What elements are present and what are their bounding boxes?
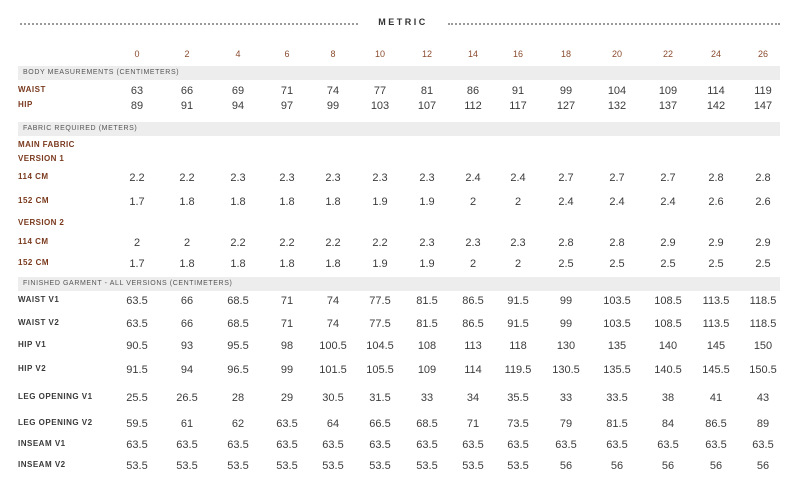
table-cell: 130 xyxy=(556,340,576,352)
table-cell: 63.5 xyxy=(462,439,484,451)
table-cell: 2.8 xyxy=(708,172,724,184)
table-cell: 2.5 xyxy=(660,258,676,270)
table-cell: 2.2 xyxy=(129,172,145,184)
table-cell: 91.5 xyxy=(507,318,529,330)
table-cell: 2.5 xyxy=(755,258,771,270)
table-cell: 105.5 xyxy=(366,364,394,376)
table-cell: 63.5 xyxy=(126,295,148,307)
table-cell: 64 xyxy=(326,418,340,430)
section-finished-garment xyxy=(18,277,780,291)
table-cell: 137 xyxy=(658,100,678,112)
table-cell: 29 xyxy=(280,392,294,404)
row-label: WAIST V1 xyxy=(18,295,60,304)
table-cell: 94 xyxy=(180,364,194,376)
table-cell: 53.5 xyxy=(416,460,438,472)
row-label: 152 CM xyxy=(18,258,50,267)
subheading-main-fabric: MAIN FABRIC xyxy=(18,140,75,149)
table-cell: 2.3 xyxy=(279,172,295,184)
table-cell: 38 xyxy=(661,392,675,404)
table-cell: 103.5 xyxy=(603,318,631,330)
table-cell: 86 xyxy=(466,85,480,97)
row-label: INSEAM V2 xyxy=(18,460,66,469)
table-cell: 56 xyxy=(756,460,770,472)
row-label: WAIST V2 xyxy=(18,318,60,327)
table-cell: 63.5 xyxy=(507,439,529,451)
table-cell: 66 xyxy=(180,85,194,97)
table-cell: 2.2 xyxy=(179,172,195,184)
table-cell: 2.3 xyxy=(510,237,526,249)
table-cell: 63.5 xyxy=(416,439,438,451)
table-cell: 66.5 xyxy=(369,418,391,430)
title-row xyxy=(0,14,800,34)
table-cell: 71 xyxy=(280,318,294,330)
table-cell: 117 xyxy=(509,100,527,112)
table-cell: 113.5 xyxy=(702,318,730,330)
table-cell: 145 xyxy=(706,340,726,352)
table-cell: 26.5 xyxy=(176,392,198,404)
table-cell: 63.5 xyxy=(276,439,298,451)
table-cell: 150 xyxy=(753,340,773,352)
table-cell: 150.5 xyxy=(749,364,777,376)
table-cell: 71 xyxy=(466,418,480,430)
size-header-cell: 4 xyxy=(235,49,241,59)
table-cell: 99 xyxy=(280,364,294,376)
table-cell: 1.8 xyxy=(279,258,295,270)
table-cell: 119 xyxy=(754,85,772,97)
table-cell: 2.8 xyxy=(609,237,625,249)
section-label: BODY MEASUREMENTS (CENTIMETERS) xyxy=(23,69,180,76)
table-cell: 2.3 xyxy=(465,237,481,249)
table-cell: 2.4 xyxy=(660,196,676,208)
table-cell: 63.5 xyxy=(657,439,679,451)
table-cell: 2 xyxy=(514,196,522,208)
table-cell: 114 xyxy=(464,364,482,376)
table-cell: 2.7 xyxy=(558,172,574,184)
row-label: 114 CM xyxy=(18,237,49,246)
table-cell: 77 xyxy=(373,85,387,97)
table-cell: 104 xyxy=(607,85,627,97)
size-header-cell: 10 xyxy=(374,49,385,59)
table-cell: 142 xyxy=(706,100,726,112)
table-cell: 77.5 xyxy=(369,318,391,330)
table-cell: 132 xyxy=(607,100,627,112)
table-cell: 56 xyxy=(610,460,624,472)
table-cell: 89 xyxy=(130,100,144,112)
table-cell: 56 xyxy=(709,460,723,472)
table-cell: 89 xyxy=(756,418,770,430)
table-cell: 79 xyxy=(559,418,573,430)
table-cell: 41 xyxy=(709,392,723,404)
table-cell: 2.3 xyxy=(372,172,388,184)
table-cell: 62 xyxy=(231,418,245,430)
table-cell: 63.5 xyxy=(369,439,391,451)
table-cell: 98 xyxy=(280,340,294,352)
table-cell: 31.5 xyxy=(369,392,391,404)
table-cell: 71 xyxy=(280,295,294,307)
table-cell: 34 xyxy=(466,392,480,404)
table-cell: 2.7 xyxy=(609,172,625,184)
table-cell: 2.4 xyxy=(609,196,625,208)
table-cell: 108.5 xyxy=(654,318,682,330)
table-cell: 2 xyxy=(469,196,477,208)
table-cell: 2.3 xyxy=(325,172,341,184)
table-cell: 1.8 xyxy=(230,258,246,270)
row-label: HIP V2 xyxy=(18,364,47,373)
table-cell: 2.5 xyxy=(558,258,574,270)
table-cell: 140.5 xyxy=(654,364,682,376)
size-header-cell: 8 xyxy=(330,49,336,59)
size-header-cell: 26 xyxy=(757,49,768,59)
table-cell: 91.5 xyxy=(126,364,148,376)
table-cell: 63.5 xyxy=(606,439,628,451)
row-label: HIP V1 xyxy=(18,340,47,349)
table-cell: 63.5 xyxy=(322,439,344,451)
table-cell: 30.5 xyxy=(322,392,344,404)
table-cell: 63.5 xyxy=(126,318,148,330)
table-cell: 63 xyxy=(130,85,144,97)
table-cell: 145.5 xyxy=(702,364,730,376)
table-cell: 63.5 xyxy=(555,439,577,451)
table-cell: 2.4 xyxy=(558,196,574,208)
subheading-version-1: VERSION 1 xyxy=(18,154,65,163)
table-cell: 66 xyxy=(180,295,194,307)
table-cell: 1.9 xyxy=(419,258,435,270)
table-cell: 53.5 xyxy=(227,460,249,472)
table-cell: 91.5 xyxy=(507,295,529,307)
table-cell: 118.5 xyxy=(749,318,777,330)
table-cell: 2.2 xyxy=(230,237,246,249)
table-cell: 99 xyxy=(559,85,573,97)
table-cell: 2.8 xyxy=(558,237,574,249)
table-cell: 113 xyxy=(464,340,482,352)
table-cell: 61 xyxy=(180,418,194,430)
table-cell: 2.2 xyxy=(279,237,295,249)
page-title: METRIC xyxy=(378,17,428,27)
table-cell: 2.4 xyxy=(510,172,526,184)
size-header-cell: 14 xyxy=(467,49,478,59)
table-cell: 90.5 xyxy=(126,340,148,352)
size-header-cell: 20 xyxy=(611,49,622,59)
section-body-measurements xyxy=(18,66,780,80)
table-cell: 109 xyxy=(417,364,437,376)
table-cell: 53.5 xyxy=(126,460,148,472)
size-header-cell: 24 xyxy=(710,49,721,59)
subheading-version-2: VERSION 2 xyxy=(18,218,65,227)
table-cell: 63.5 xyxy=(752,439,774,451)
table-cell: 118.5 xyxy=(749,295,777,307)
table-cell: 97 xyxy=(280,100,294,112)
table-cell: 99 xyxy=(326,100,340,112)
table-cell: 43 xyxy=(756,392,770,404)
table-cell: 63.5 xyxy=(176,439,198,451)
table-cell: 86.5 xyxy=(705,418,727,430)
table-cell: 53.5 xyxy=(369,460,391,472)
table-cell: 2.6 xyxy=(708,196,724,208)
table-cell: 53.5 xyxy=(276,460,298,472)
size-header-cell: 16 xyxy=(512,49,523,59)
table-cell: 53.5 xyxy=(462,460,484,472)
table-cell: 25.5 xyxy=(126,392,148,404)
row-label: LEG OPENING V1 xyxy=(18,392,93,401)
row-label: 152 CM xyxy=(18,196,50,205)
table-cell: 1.9 xyxy=(372,258,388,270)
table-cell: 2.4 xyxy=(465,172,481,184)
table-cell: 77.5 xyxy=(369,295,391,307)
table-cell: 84 xyxy=(661,418,675,430)
table-cell: 127 xyxy=(556,100,576,112)
table-cell: 91 xyxy=(180,100,194,112)
table-cell: 1.9 xyxy=(372,196,388,208)
table-cell: 147 xyxy=(753,100,773,112)
size-header-cell: 2 xyxy=(184,49,190,59)
table-cell: 2 xyxy=(133,237,141,249)
table-cell: 33 xyxy=(420,392,434,404)
table-cell: 1.8 xyxy=(179,258,195,270)
table-cell: 2.2 xyxy=(325,237,341,249)
table-cell: 2.3 xyxy=(419,172,435,184)
table-cell: 94 xyxy=(231,100,245,112)
table-cell: 119.5 xyxy=(504,364,532,376)
table-cell: 2.3 xyxy=(230,172,246,184)
table-cell: 66 xyxy=(180,318,194,330)
title-divider-right xyxy=(448,23,780,25)
table-cell: 28 xyxy=(231,392,245,404)
table-cell: 68.5 xyxy=(227,295,249,307)
table-cell: 108 xyxy=(417,340,437,352)
table-cell: 118 xyxy=(509,340,527,352)
table-cell: 107 xyxy=(417,100,437,112)
table-cell: 2.5 xyxy=(708,258,724,270)
table-cell: 2.9 xyxy=(755,237,771,249)
table-cell: 99 xyxy=(559,295,573,307)
table-cell: 81.5 xyxy=(416,295,438,307)
table-cell: 53.5 xyxy=(322,460,344,472)
table-cell: 63.5 xyxy=(276,418,298,430)
table-cell: 2.3 xyxy=(419,237,435,249)
table-cell: 1.7 xyxy=(129,258,145,270)
table-cell: 108.5 xyxy=(654,295,682,307)
table-cell: 104.5 xyxy=(366,340,394,352)
table-cell: 2.9 xyxy=(708,237,724,249)
table-cell: 74 xyxy=(326,318,340,330)
table-cell: 1.9 xyxy=(419,196,435,208)
table-cell: 81.5 xyxy=(416,318,438,330)
size-header-cell: 6 xyxy=(284,49,290,59)
table-cell: 1.8 xyxy=(279,196,295,208)
table-cell: 71 xyxy=(280,85,294,97)
table-cell: 69 xyxy=(231,85,245,97)
size-header-cell: 0 xyxy=(134,49,140,59)
table-cell: 130.5 xyxy=(552,364,580,376)
table-cell: 74 xyxy=(326,85,340,97)
size-header-cell: 22 xyxy=(662,49,673,59)
table-cell: 135 xyxy=(607,340,627,352)
table-cell: 96.5 xyxy=(227,364,249,376)
table-cell: 112 xyxy=(464,100,482,112)
table-cell: 140 xyxy=(658,340,678,352)
table-cell: 103 xyxy=(370,100,390,112)
table-cell: 53.5 xyxy=(176,460,198,472)
table-cell: 81 xyxy=(420,85,434,97)
table-cell: 63.5 xyxy=(705,439,727,451)
table-cell: 100.5 xyxy=(319,340,347,352)
table-cell: 1.8 xyxy=(325,196,341,208)
table-cell: 95.5 xyxy=(227,340,249,352)
table-cell: 2.9 xyxy=(660,237,676,249)
table-cell: 113.5 xyxy=(702,295,730,307)
row-label: WAIST xyxy=(18,85,46,94)
table-cell: 74 xyxy=(326,295,340,307)
row-label: INSEAM V1 xyxy=(18,439,66,448)
row-label: HIP xyxy=(18,100,33,109)
table-cell: 63.5 xyxy=(227,439,249,451)
table-cell: 1.8 xyxy=(230,196,246,208)
section-label: FABRIC REQUIRED (METERS) xyxy=(23,125,138,132)
table-cell: 59.5 xyxy=(126,418,148,430)
table-cell: 101.5 xyxy=(319,364,347,376)
table-cell: 103.5 xyxy=(603,295,631,307)
table-cell: 135.5 xyxy=(603,364,631,376)
section-fabric-required xyxy=(18,122,780,136)
table-cell: 2.2 xyxy=(372,237,388,249)
table-cell: 35.5 xyxy=(507,392,529,404)
table-cell: 2.8 xyxy=(755,172,771,184)
table-cell: 73.5 xyxy=(507,418,529,430)
size-header-cell: 18 xyxy=(560,49,571,59)
table-cell: 91 xyxy=(511,85,525,97)
table-cell: 68.5 xyxy=(227,318,249,330)
table-cell: 33 xyxy=(559,392,573,404)
table-cell: 114 xyxy=(707,85,725,97)
table-cell: 2.6 xyxy=(755,196,771,208)
table-cell: 56 xyxy=(559,460,573,472)
table-cell: 86.5 xyxy=(462,318,484,330)
table-cell: 63.5 xyxy=(126,439,148,451)
table-cell: 53.5 xyxy=(507,460,529,472)
table-cell: 56 xyxy=(661,460,675,472)
table-cell: 2.7 xyxy=(660,172,676,184)
title-divider-left xyxy=(20,23,358,25)
table-cell: 109 xyxy=(658,85,678,97)
table-cell: 1.7 xyxy=(129,196,145,208)
table-cell: 68.5 xyxy=(416,418,438,430)
table-cell: 81.5 xyxy=(606,418,628,430)
table-cell: 1.8 xyxy=(179,196,195,208)
table-cell: 93 xyxy=(180,340,194,352)
section-label: FINISHED GARMENT - ALL VERSIONS (CENTIMETERS) xyxy=(23,280,233,287)
table-cell: 86.5 xyxy=(462,295,484,307)
table-cell: 2.5 xyxy=(609,258,625,270)
table-cell: 33.5 xyxy=(606,392,628,404)
table-cell: 1.8 xyxy=(325,258,341,270)
row-label: LEG OPENING V2 xyxy=(18,418,93,427)
table-cell: 2 xyxy=(469,258,477,270)
size-header-cell: 12 xyxy=(421,49,432,59)
row-label: 114 CM xyxy=(18,172,49,181)
table-cell: 99 xyxy=(559,318,573,330)
table-cell: 2 xyxy=(183,237,191,249)
table-cell: 2 xyxy=(514,258,522,270)
